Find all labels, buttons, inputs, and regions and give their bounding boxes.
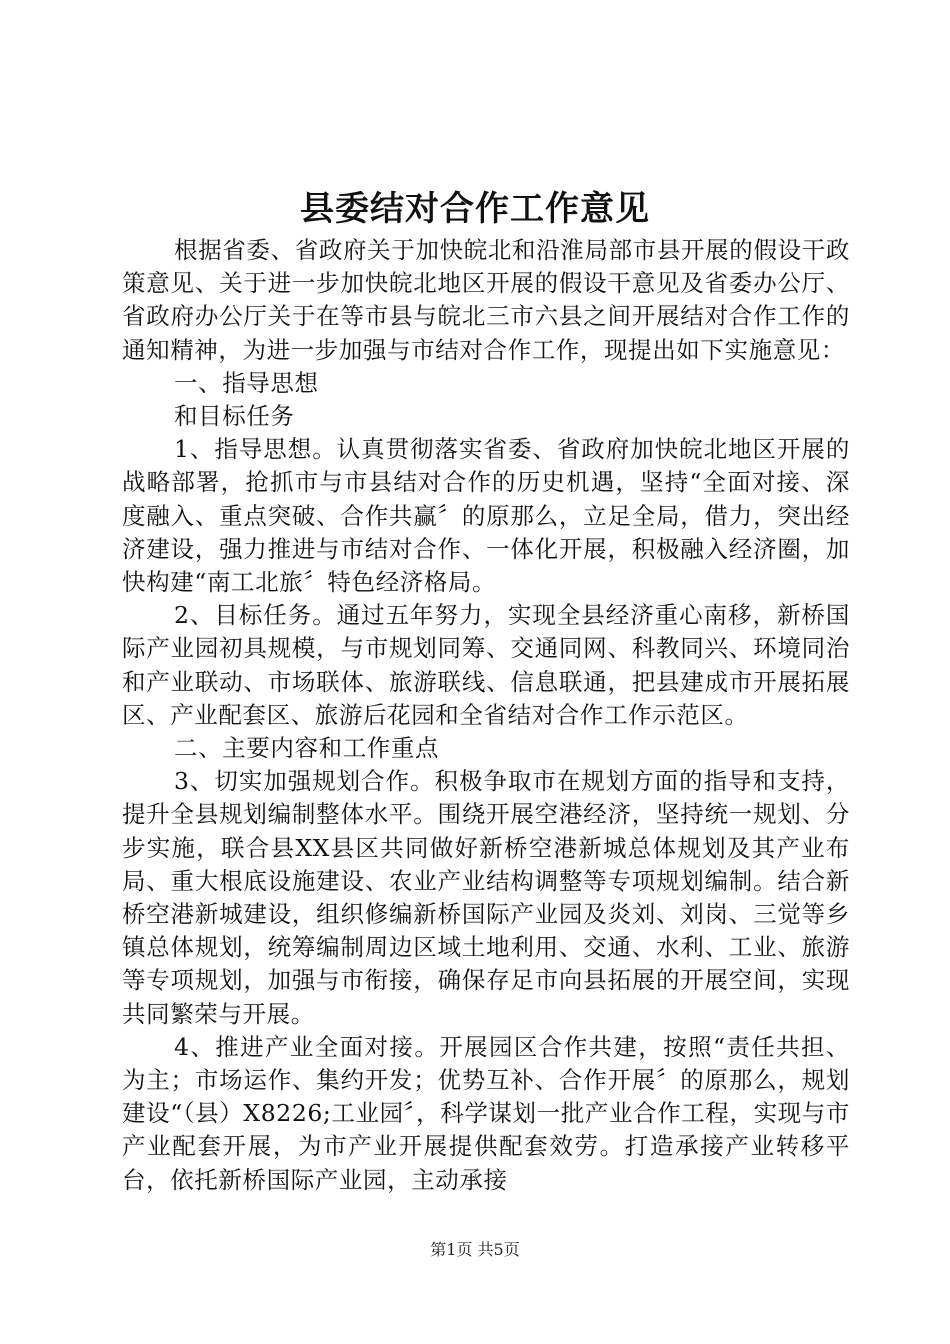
section-heading-1-continued: 和目标任务: [174, 402, 295, 431]
paragraph-planning-cooperation: 3、切实加强规划合作。积极争取市在规划方面的指导和支持，提升全县规划编制整体水平。围绕开展空港经济，坚持统一规划、分步实施，联合县XX县区共同做好新桥空港新城总体规划及其产业布局、重大根底设施建设、农业产业结构调整等专项规划编制。结合新桥空港新城建设，组织修编新桥国际产业园及炎刘、刘岗、三觉等乡镇总体规划，统筹编制周边区域土地利用、交通、水利、工业、旅游等专项规划，加强与市衔接，确保存足市向县拓展的开展空间，实现共同繁荣与开展。: [122, 767, 850, 1028]
paragraph-industry-docking: 4、推进产业全面对接。开展园区合作共建，按照“责任共担、为主；市场运作、集约开发；优势互补、合作开展〞的原那么，规划建设“（县）X8226;工业园〞，科学谋划一批产业合作工程，实现与市产业配套开展，为市产业开展提供配套效劳。打造承接产业转移平台，依托新桥国际产业园，主动承接: [122, 1032, 850, 1194]
section-heading-1: 一、指导思想: [174, 368, 319, 397]
document-body: [122, 234, 850, 1197]
document-title: 县委结对合作工作意见: [300, 189, 650, 229]
section-heading-2: 二、主要内容和工作重点: [174, 734, 440, 763]
page-footer: 第1页 共5页: [430, 1240, 520, 1259]
paragraph-guiding-thought: 1、指导思想。认真贯彻落实省委、省政府加快皖北地区开展的战略部署，抢抓市与市县结对合作的历史机遇，坚持“全面对接、深度融入、重点突破、合作共赢〞的原那么，立足全局，借力，突出经济建设，强力推进与市结对合作、一体化开展，积极融入经济圈，加快构建“南工北旅〞特色经济格局。: [122, 435, 850, 597]
intro-paragraph: 根据省委、省政府关于加快皖北和沿淮局部市县开展的假设干政策意见、关于进一步加快皖北地区开展的假设干意见及省委办公厅、省政府办公厅关于在等市县与皖北三市六县之间开展结对合作工作的通知精神，为进一步加强与市结对合作工作，现提出如下实施意见：: [122, 236, 850, 364]
paragraph-target-task: 2、目标任务。通过五年努力，实现全县经济重心南移，新桥国际产业园初具规模，与市规划同筹、交通同网、科教同兴、环境同治和产业联动、市场联体、旅游联线、信息联通，把县建成市开展拓展区、产业配套区、旅游后花园和全省结对合作工作示范区。: [122, 601, 850, 729]
